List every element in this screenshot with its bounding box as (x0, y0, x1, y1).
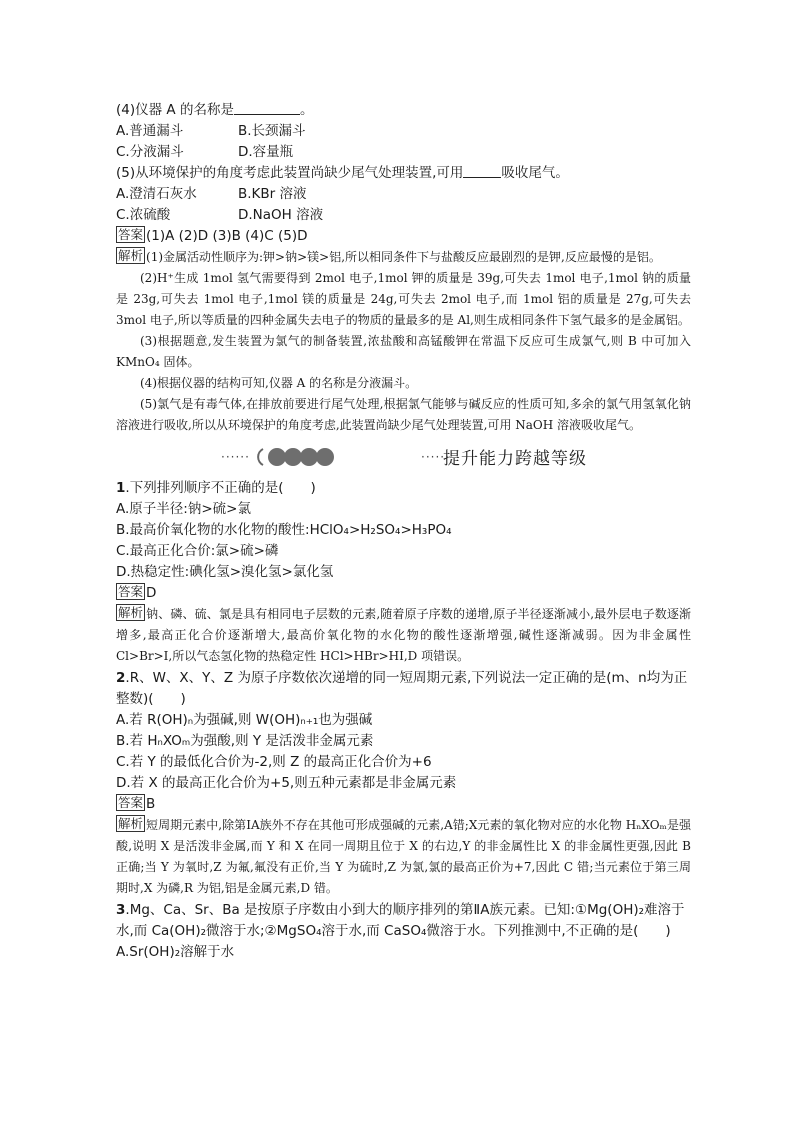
banner-dots: ······ (421, 450, 450, 464)
document-page (116, 100, 691, 963)
q5-options-row1 (116, 184, 691, 205)
option: A.若 R(OH)ₙ为强碱,则 W(OH)ₙ₊₁也为强碱 (116, 712, 373, 728)
option: B.最高价氧化物的水化物的酸性:HClO₄>H₂SO₄>H₃PO₄ (116, 522, 452, 538)
analysis-paragraph: (5)氯气是有毒气体,在排放前要进行尾气处理,根据氯气能够与碱反应的性质可知,多余的氯气用氢氧化钠溶液进行吸收,所以从环境保护的角度考虑,此装置尚缺少尾气处理装置,可用 NaOH 溶液吸收尾气。 (116, 397, 691, 432)
option: D.容量瓶 (238, 144, 294, 160)
option: A.普通漏斗 (116, 123, 184, 139)
banner-dots: ······ (221, 450, 250, 464)
option: C.分液漏斗 (116, 144, 184, 160)
answer-line (116, 794, 691, 815)
q4-stem: (4)仪器 A 的名称是 。 (116, 102, 314, 118)
option: A.Sr(OH)₂溶解于水 (116, 944, 235, 960)
answer-blank (463, 165, 501, 178)
answer-line (116, 226, 691, 247)
analysis-paragraph: 解析 短周期元素中,除第ⅠA族外不存在其他可形成强碱的元素,A错;X元素的氧化物对应的水化物 HₙXOₘ是强酸,说明 X 是活泼非金属,而 Y 和 X 在同一周期且位于 X 的右边,Y 的非金属性比 X 的非金属性更强,因此 B 正确;当 Y 为氧时,Z 为氟,氟没有正价,当 Y 为硫时,Z 为氯,氯的最高正价为+7,因此 C 错;当元素位于第三周期时,X 为磷,R 为铝,铝是金属元素,D 错。 (116, 816, 691, 895)
question-2: 2.R、W、X、Y、Z 为原子序数依次递增的同一短周期元素,下列说法一定正确的是(m、n均为正整数)( ) (116, 670, 688, 707)
question-3: 3.Mg、Ca、Sr、Ba 是按原子序数由小到大的顺序排列的第ⅡA族元素。已知:①Mg(OH)₂难溶于水,而 Ca(OH)₂微溶于水;②MgSO₄溶于水,而 CaSO₄微溶于水。下列推测中,不正确的是( ) (116, 902, 685, 939)
option: C.最高正化合价:氯>硫>磷 (116, 543, 279, 559)
analysis-tag: 解析 (118, 248, 144, 263)
analysis-paragraph: (2)H⁺生成 1mol 氢气需要得到 2mol 电子,1mol 钾的质量是 39g,可失去 1mol 电子,1mol 钠的质量是 23g,可失去 1mol 电子,1mol 镁的质量是 24g,可失去 2mol 电子,而 1mol 铝的质量是 27g,可失去 3mol 电子,所以等质量的四种金属失去电子的物质的量最多的是 Al,则生成相同条件下氢气最多的是金属铝。 (116, 271, 691, 327)
option: B.长颈漏斗 (238, 123, 306, 139)
answer-text: (1)A (2)D (3)B (4)C (5)D (146, 228, 308, 244)
q5-stem: (5)从环境保护的角度考虑此装置尚缺少尾气处理装置,可用 吸收尾气。 (116, 165, 569, 181)
option: B.若 HₙXOₘ为强酸,则 Y 是活泼非金属元素 (116, 733, 374, 749)
option: A.原子半径:钠>硫>氯 (116, 501, 251, 517)
answer-tag: 答案 (118, 584, 144, 599)
analysis-paragraph: (4)根据仪器的结构可知,仪器 A 的名称是分液漏斗。 (140, 376, 418, 390)
analysis-paragraph: 解析 钠、磷、硫、氯是具有相同电子层数的元素,随着原子序数的递增,原子半径逐渐减小,最外层电子数逐渐增多,最高正化合价逐渐增大,最高价氧化物的水化物的酸性逐渐增强,碱性逐渐减弱。因为非金属性 Cl>Br>I,所以气态氢化物的热稳定性 HCl>HBr>HI,D 项错误。 (116, 605, 691, 663)
option: C.若 Y 的最低化合价为-2,则 Z 的最高正化合价为+6 (116, 754, 432, 770)
analysis-paragraph: (3)根据题意,发生装置为氯气的制备装置,浓盐酸和高锰酸钾在常温下反应可生成氯气,则 B 中可加入 KMnO₄ 固体。 (116, 334, 691, 369)
q4-options-row1 (116, 121, 691, 142)
answer-tag: 答案 (118, 795, 144, 810)
option: A.澄清石灰水 (116, 186, 197, 202)
analysis-tag: 解析 (118, 605, 144, 620)
option: D.热稳定性:碘化氢>溴化氢>氯化氢 (116, 564, 334, 580)
section-banner (116, 442, 691, 472)
analysis-tag: 解析 (118, 816, 144, 831)
analysis-paragraph: 解析 (1)金属活动性顺序为:钾>钠>镁>铝,所以相同条件下与盐酸反应最剧烈的是钾,反应最慢的是铝。 (118, 248, 661, 264)
banner-circles-icon (257, 446, 337, 468)
option: B.KBr 溶液 (238, 186, 307, 202)
option: D.NaOH 溶液 (238, 207, 324, 223)
answer-text: D (146, 585, 157, 601)
q5-options-row2 (116, 205, 691, 226)
answer-blank (234, 102, 300, 115)
answer-text: B (146, 796, 156, 812)
q4-options-row2 (116, 142, 691, 163)
option: D.若 X 的最高正化合价为+5,则五种元素都是非金属元素 (116, 775, 457, 791)
section-title: 提升能力跨越等级 (443, 449, 587, 469)
answer-line (116, 583, 691, 604)
option: C.浓硫酸 (116, 207, 171, 223)
answer-tag: 答案 (118, 227, 144, 242)
question-1: 1.下列排列顺序不正确的是( ) (116, 480, 316, 496)
